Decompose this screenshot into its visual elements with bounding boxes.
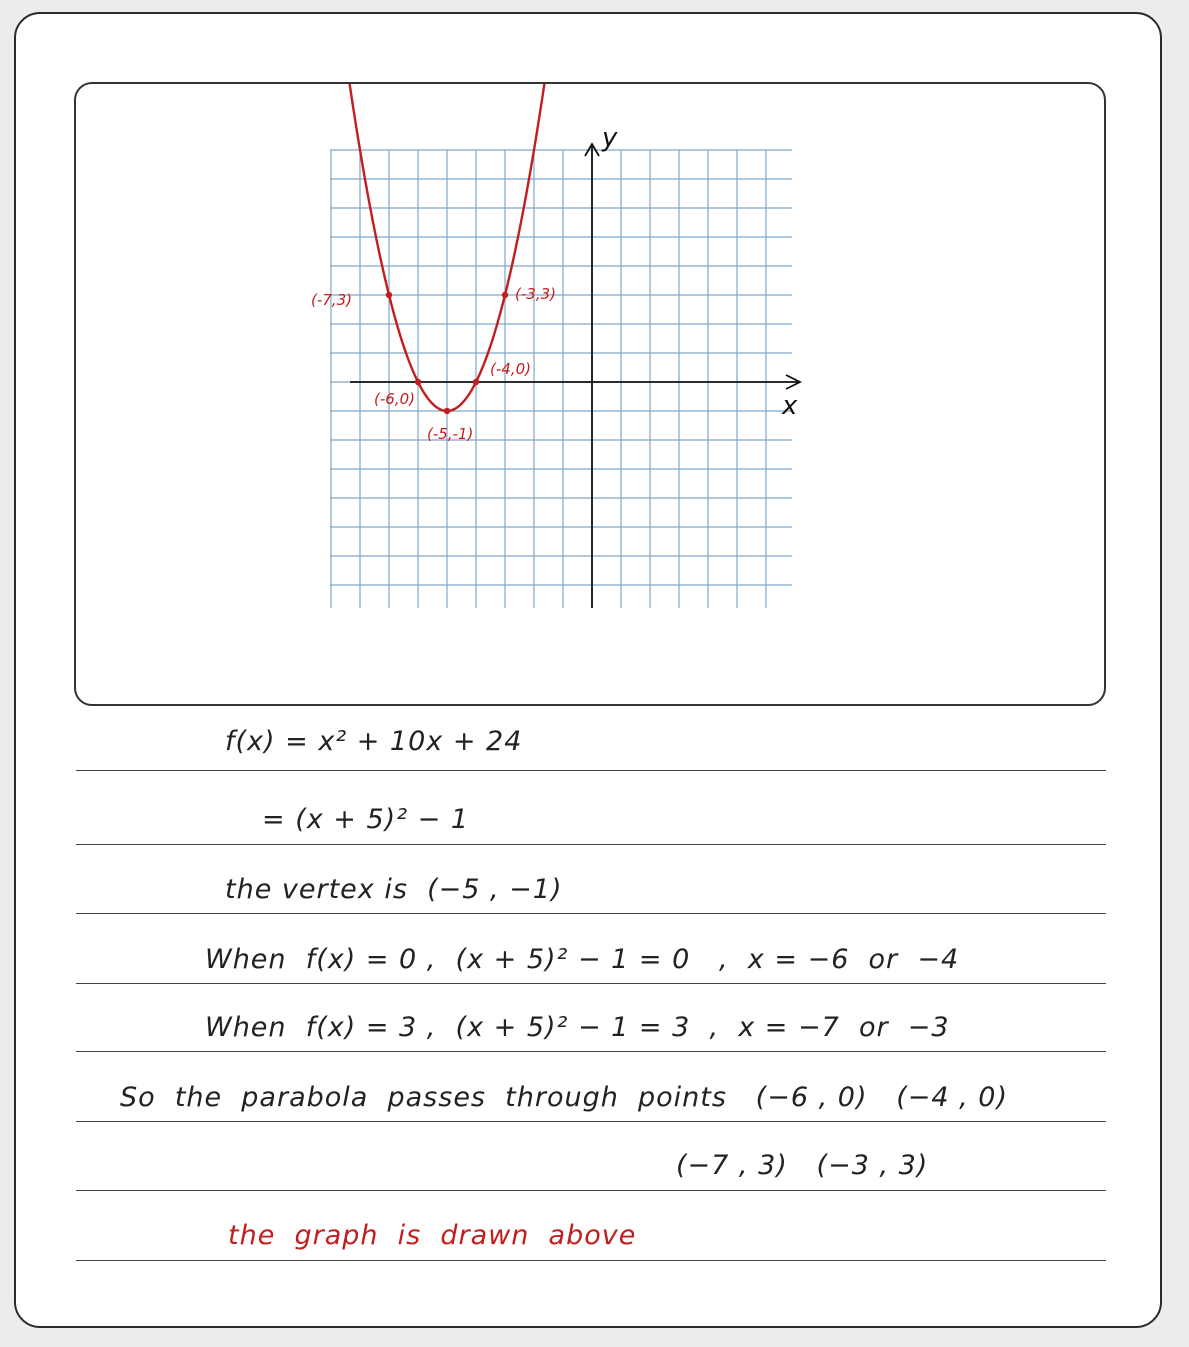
point-label: (-3,3): [515, 285, 556, 303]
graph-panel: [74, 82, 1106, 706]
rule-line: [76, 770, 1106, 771]
point-label: (-5,-1): [427, 425, 474, 443]
rule-line: [76, 1051, 1106, 1052]
work-line-7: (−7 , 3) (−3 , 3): [676, 1150, 929, 1181]
coordinate-graph: [76, 84, 1108, 708]
data-point: [473, 379, 479, 385]
data-point: [502, 292, 508, 298]
work-line-1: f(x) = x² + 10x + 24: [225, 726, 523, 757]
x-axis-label: x: [782, 391, 798, 421]
rule-line: [76, 1260, 1106, 1261]
rule-line: [76, 1121, 1106, 1122]
work-line-4: When f(x) = 0 , (x + 5)² − 1 = 0 , x = −6 or −4: [205, 944, 960, 975]
rule-line: [76, 913, 1106, 914]
rule-line: [76, 1190, 1106, 1191]
data-point: [415, 379, 421, 385]
data-point: [444, 408, 450, 414]
point-label: (-4,0): [490, 360, 531, 378]
rule-line: [76, 844, 1106, 845]
rule-line: [76, 983, 1106, 984]
y-axis-label: y: [602, 123, 618, 153]
point-label: (-7,3): [311, 291, 352, 309]
work-line-3: the vertex is (−5 , −1): [225, 874, 563, 905]
work-line-2: = (x + 5)² − 1: [262, 804, 470, 835]
data-point: [386, 292, 392, 298]
work-line-8: the graph is drawn above: [228, 1220, 637, 1251]
work-line-5: When f(x) = 3 , (x + 5)² − 1 = 3 , x = −7 or −3: [205, 1012, 950, 1043]
point-label: (-6,0): [374, 390, 415, 408]
work-line-6: So the parabola passes through points (−6 , 0) (−4 , 0): [120, 1082, 1009, 1113]
